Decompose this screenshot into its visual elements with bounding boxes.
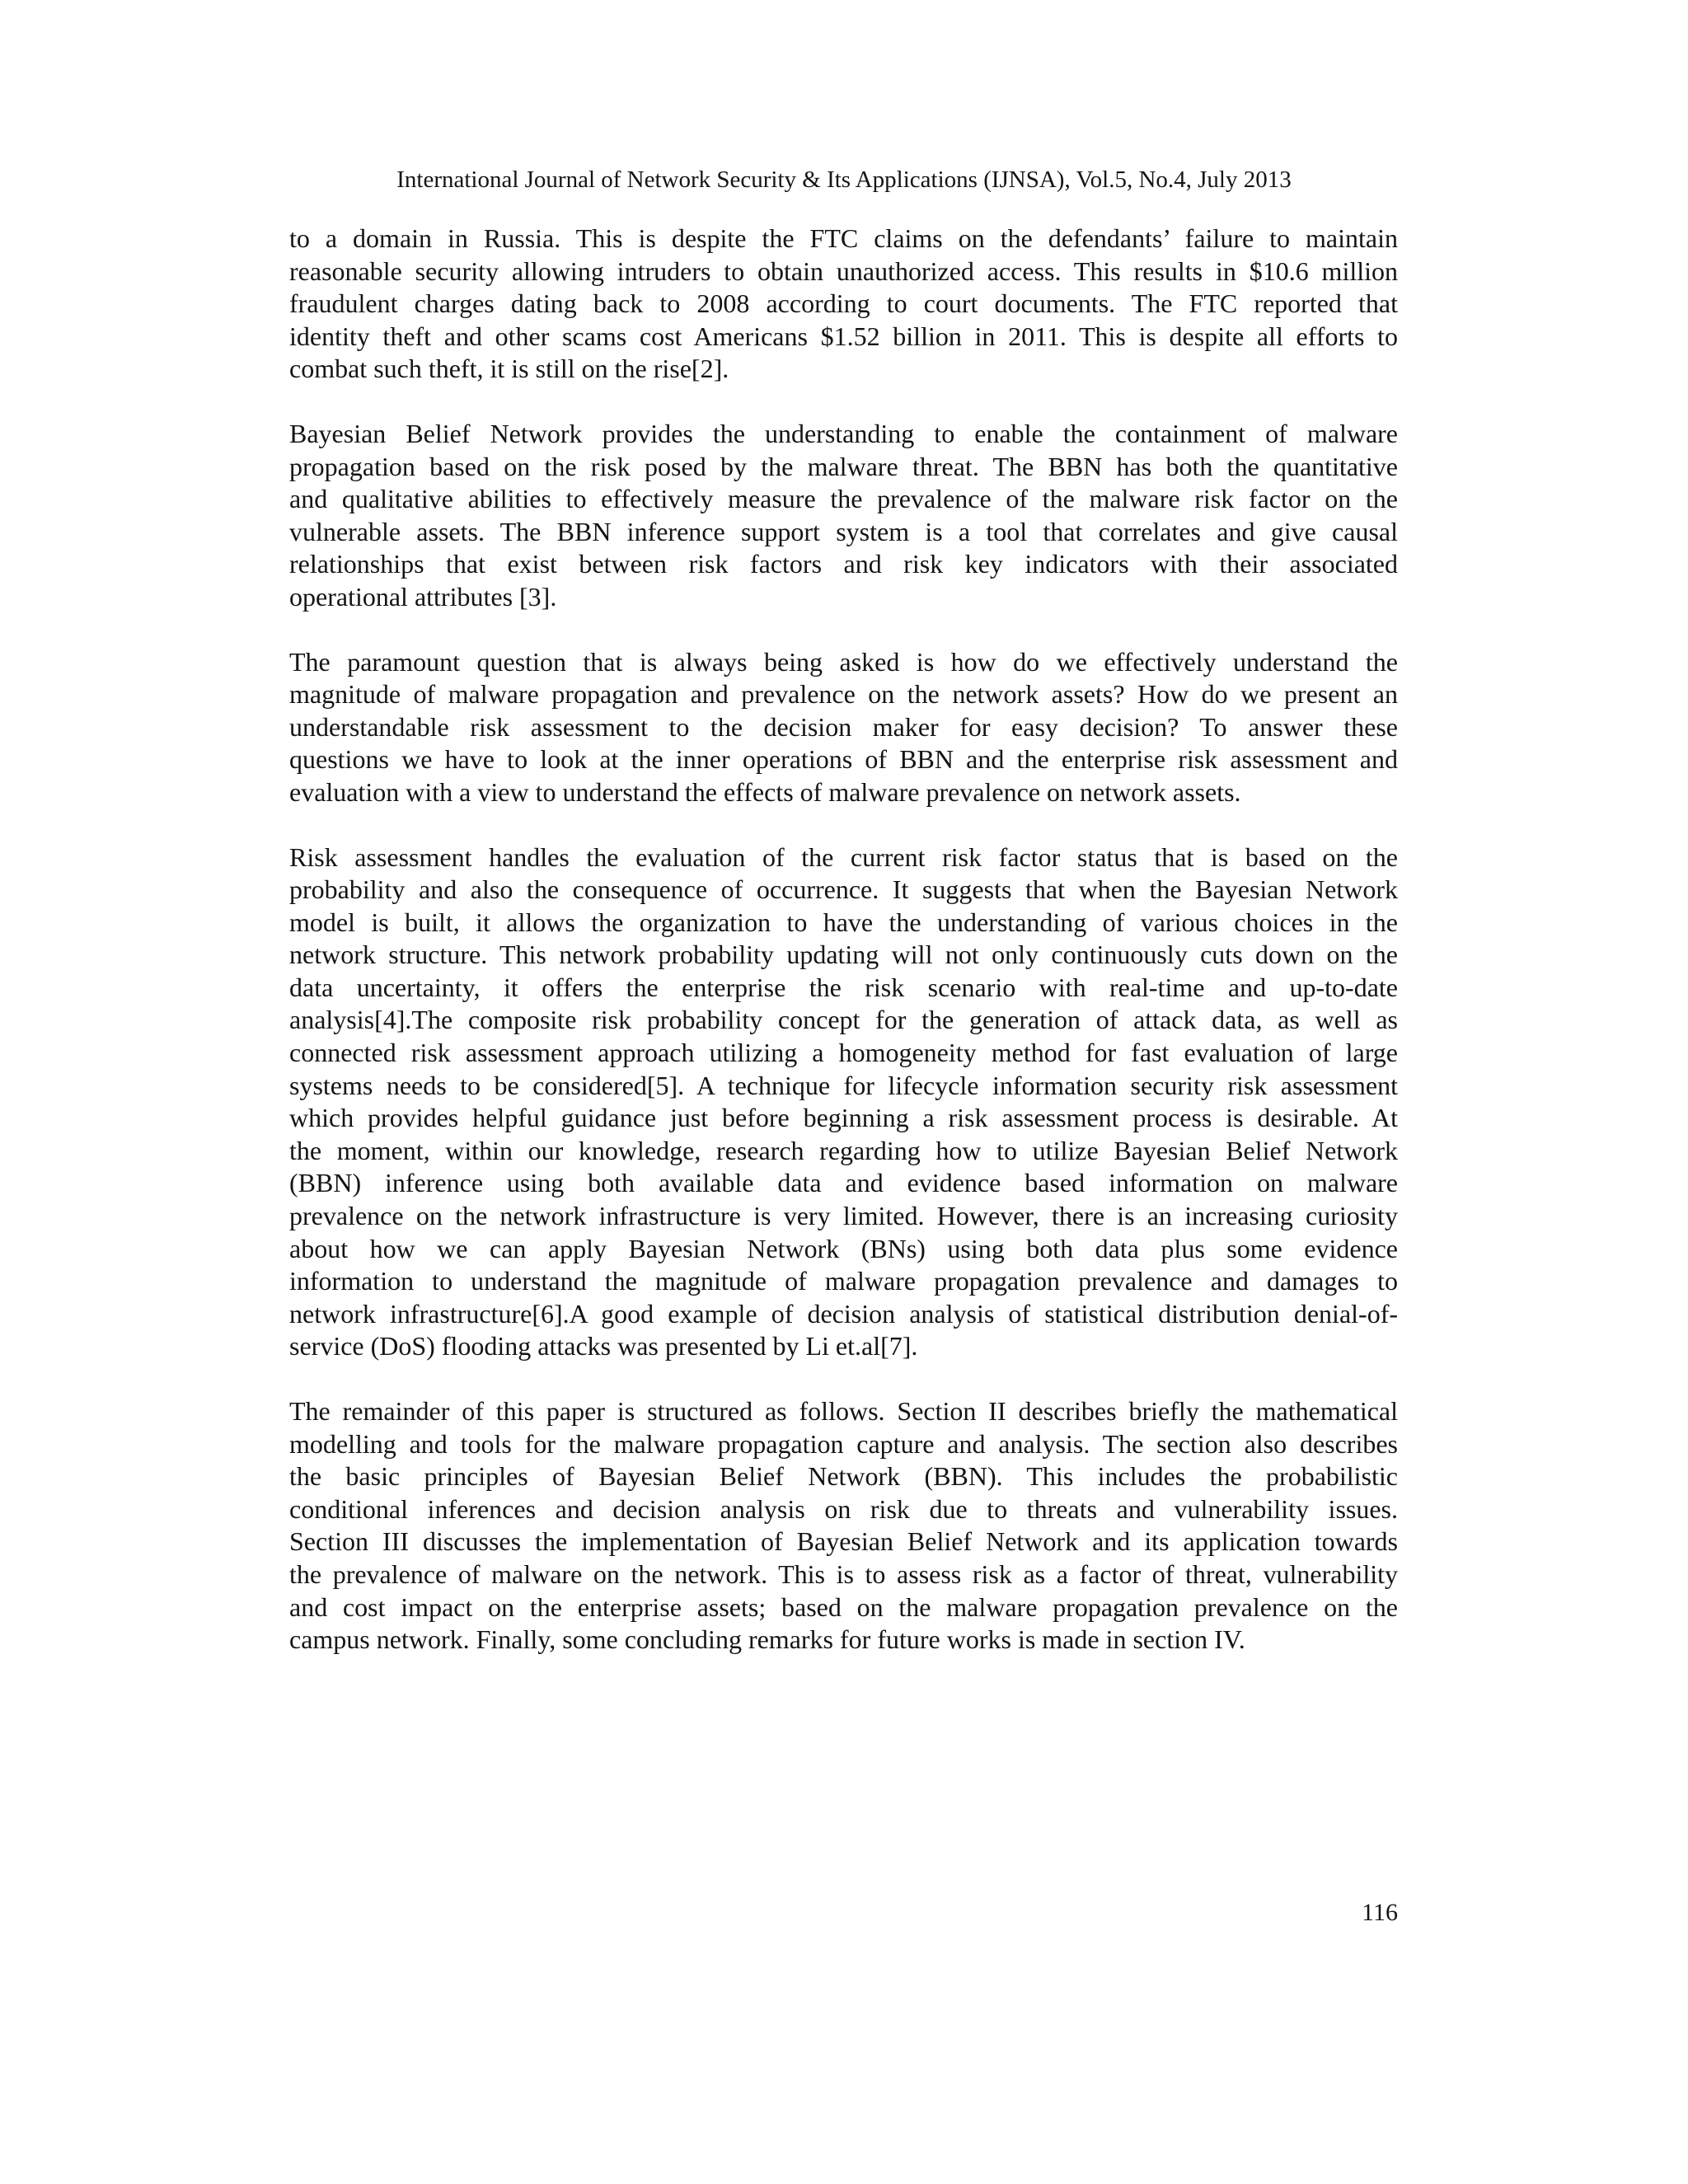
- paragraph-line: systems needs to be considered[5]. A technique for lifecycle information security risk assessment: [289, 1070, 1398, 1100]
- paragraph-line: modelling and tools for the malware propagation capture and analysis. The section also describes: [289, 1428, 1398, 1459]
- paragraph-line: the prevalence of malware on the network. This is to assess risk as a factor of threat, vulnerability: [289, 1558, 1398, 1589]
- paragraph-line: Bayesian Belief Network provides the understanding to enable the containment of malware: [289, 418, 1398, 448]
- paragraph-line: propagation based on the risk posed by the malware threat. The BBN has both the quantitative: [289, 451, 1398, 481]
- paragraph-line: analysis[4].The composite risk probability concept for the generation of attack data, as well as: [289, 1005, 1398, 1035]
- paragraph-line: service (DoS) flooding attacks was presented by Li et.al[7].: [289, 1331, 918, 1361]
- paragraph-line: understandable risk assessment to the decision maker for easy decision? To answer these: [289, 711, 1398, 742]
- paragraph-line: Section III discusses the implementation of Bayesian Belief Network and its application towards: [289, 1526, 1398, 1557]
- paragraph-line: operational attributes [3].: [289, 581, 557, 612]
- paragraph-3: [289, 646, 1398, 809]
- paragraph-1: [289, 223, 1398, 386]
- paragraph-line: identity theft and other scams cost Americans $1.52 billion in 2011. This is despite all efforts to: [289, 321, 1398, 351]
- paragraph-line: information to understand the magnitude of malware propagation prevalence and damages to: [289, 1266, 1398, 1296]
- paragraph-line: magnitude of malware propagation and prevalence on the network assets? How do we present an: [289, 679, 1398, 710]
- paragraph-line: prevalence on the network infrastructure is very limited. However, there is an increasing curiosity: [289, 1201, 1398, 1231]
- paragraph-line: about how we can apply Bayesian Network (BNs) using both data plus some evidence: [289, 1233, 1398, 1263]
- paragraph-line: data uncertainty, it offers the enterprise the risk scenario with real-time and up-to-date: [289, 972, 1398, 1002]
- paragraph-line: and cost impact on the enterprise assets; based on the malware propagation prevalence on the: [289, 1591, 1398, 1622]
- paragraph-line: and qualitative abilities to effectively measure the prevalence of the malware risk factor on the: [289, 484, 1398, 514]
- running-header: International Journal of Network Security & Its Applications (IJNSA), Vol.5, No.4, July 2013: [396, 166, 1292, 193]
- paragraph-line: to a domain in Russia. This is despite the FTC claims on the defendants’ failure to maintain: [289, 223, 1398, 253]
- paragraph-line: relationships that exist between risk factors and risk key indicators with their associated: [289, 549, 1398, 579]
- body-text: [289, 223, 1398, 1689]
- paragraph-line: probability and also the consequence of occurrence. It suggests that when the Bayesian Network: [289, 874, 1398, 905]
- paragraph-line: which provides helpful guidance just before beginning a risk assessment process is desirable. At: [289, 1103, 1398, 1133]
- paragraph-4: [289, 841, 1398, 1364]
- paragraph-line: evaluation with a view to understand the effects of malware prevalence on network assets.: [289, 776, 1241, 807]
- paragraph-line: The remainder of this paper is structured as follows. Section II describes briefly the mathematical: [289, 1396, 1398, 1426]
- paragraph-5: [289, 1395, 1398, 1657]
- paragraph-line: The paramount question that is always being asked is how do we effectively understand the: [289, 646, 1398, 677]
- paragraph-2: [289, 418, 1398, 614]
- paragraph-line: connected risk assessment approach utilizing a homogeneity method for fast evaluation of large: [289, 1038, 1398, 1068]
- page-number: 116: [1362, 1899, 1398, 1926]
- paragraph-line: campus network. Finally, some concluding remarks for future works is made in section IV.: [289, 1624, 1245, 1655]
- paragraph-line: model is built, it allows the organization to have the understanding of various choices in the: [289, 907, 1398, 937]
- paragraph-line: Risk assessment handles the evaluation of the current risk factor status that is based on the: [289, 841, 1398, 872]
- paragraph-line: reasonable security allowing intruders to obtain unauthorized access. This results in $10.6 million: [289, 255, 1398, 286]
- paragraph-line: the moment, within our knowledge, research regarding how to utilize Bayesian Belief Network: [289, 1135, 1398, 1165]
- paragraph-line: fraudulent charges dating back to 2008 according to court documents. The FTC reported that: [289, 288, 1398, 319]
- paragraph-line: combat such theft, it is still on the rise[2].: [289, 354, 729, 384]
- paragraph-line: conditional inferences and decision analysis on risk due to threats and vulnerability issues.: [289, 1493, 1398, 1524]
- paragraph-line: vulnerable assets. The BBN inference support system is a tool that correlates and give causal: [289, 516, 1398, 546]
- paragraph-line: network structure. This network probability updating will not only continuously cuts down on the: [289, 940, 1398, 970]
- paragraph-line: the basic principles of Bayesian Belief Network (BBN). This includes the probabilistic: [289, 1461, 1398, 1492]
- paragraph-line: network infrastructure[6].A good example of decision analysis of statistical distribution denial-of-: [289, 1298, 1398, 1329]
- paragraph-line: questions we have to look at the inner operations of BBN and the enterprise risk assessment and: [289, 744, 1398, 775]
- paragraph-line: (BBN) inference using both available data and evidence based information on malware: [289, 1168, 1398, 1198]
